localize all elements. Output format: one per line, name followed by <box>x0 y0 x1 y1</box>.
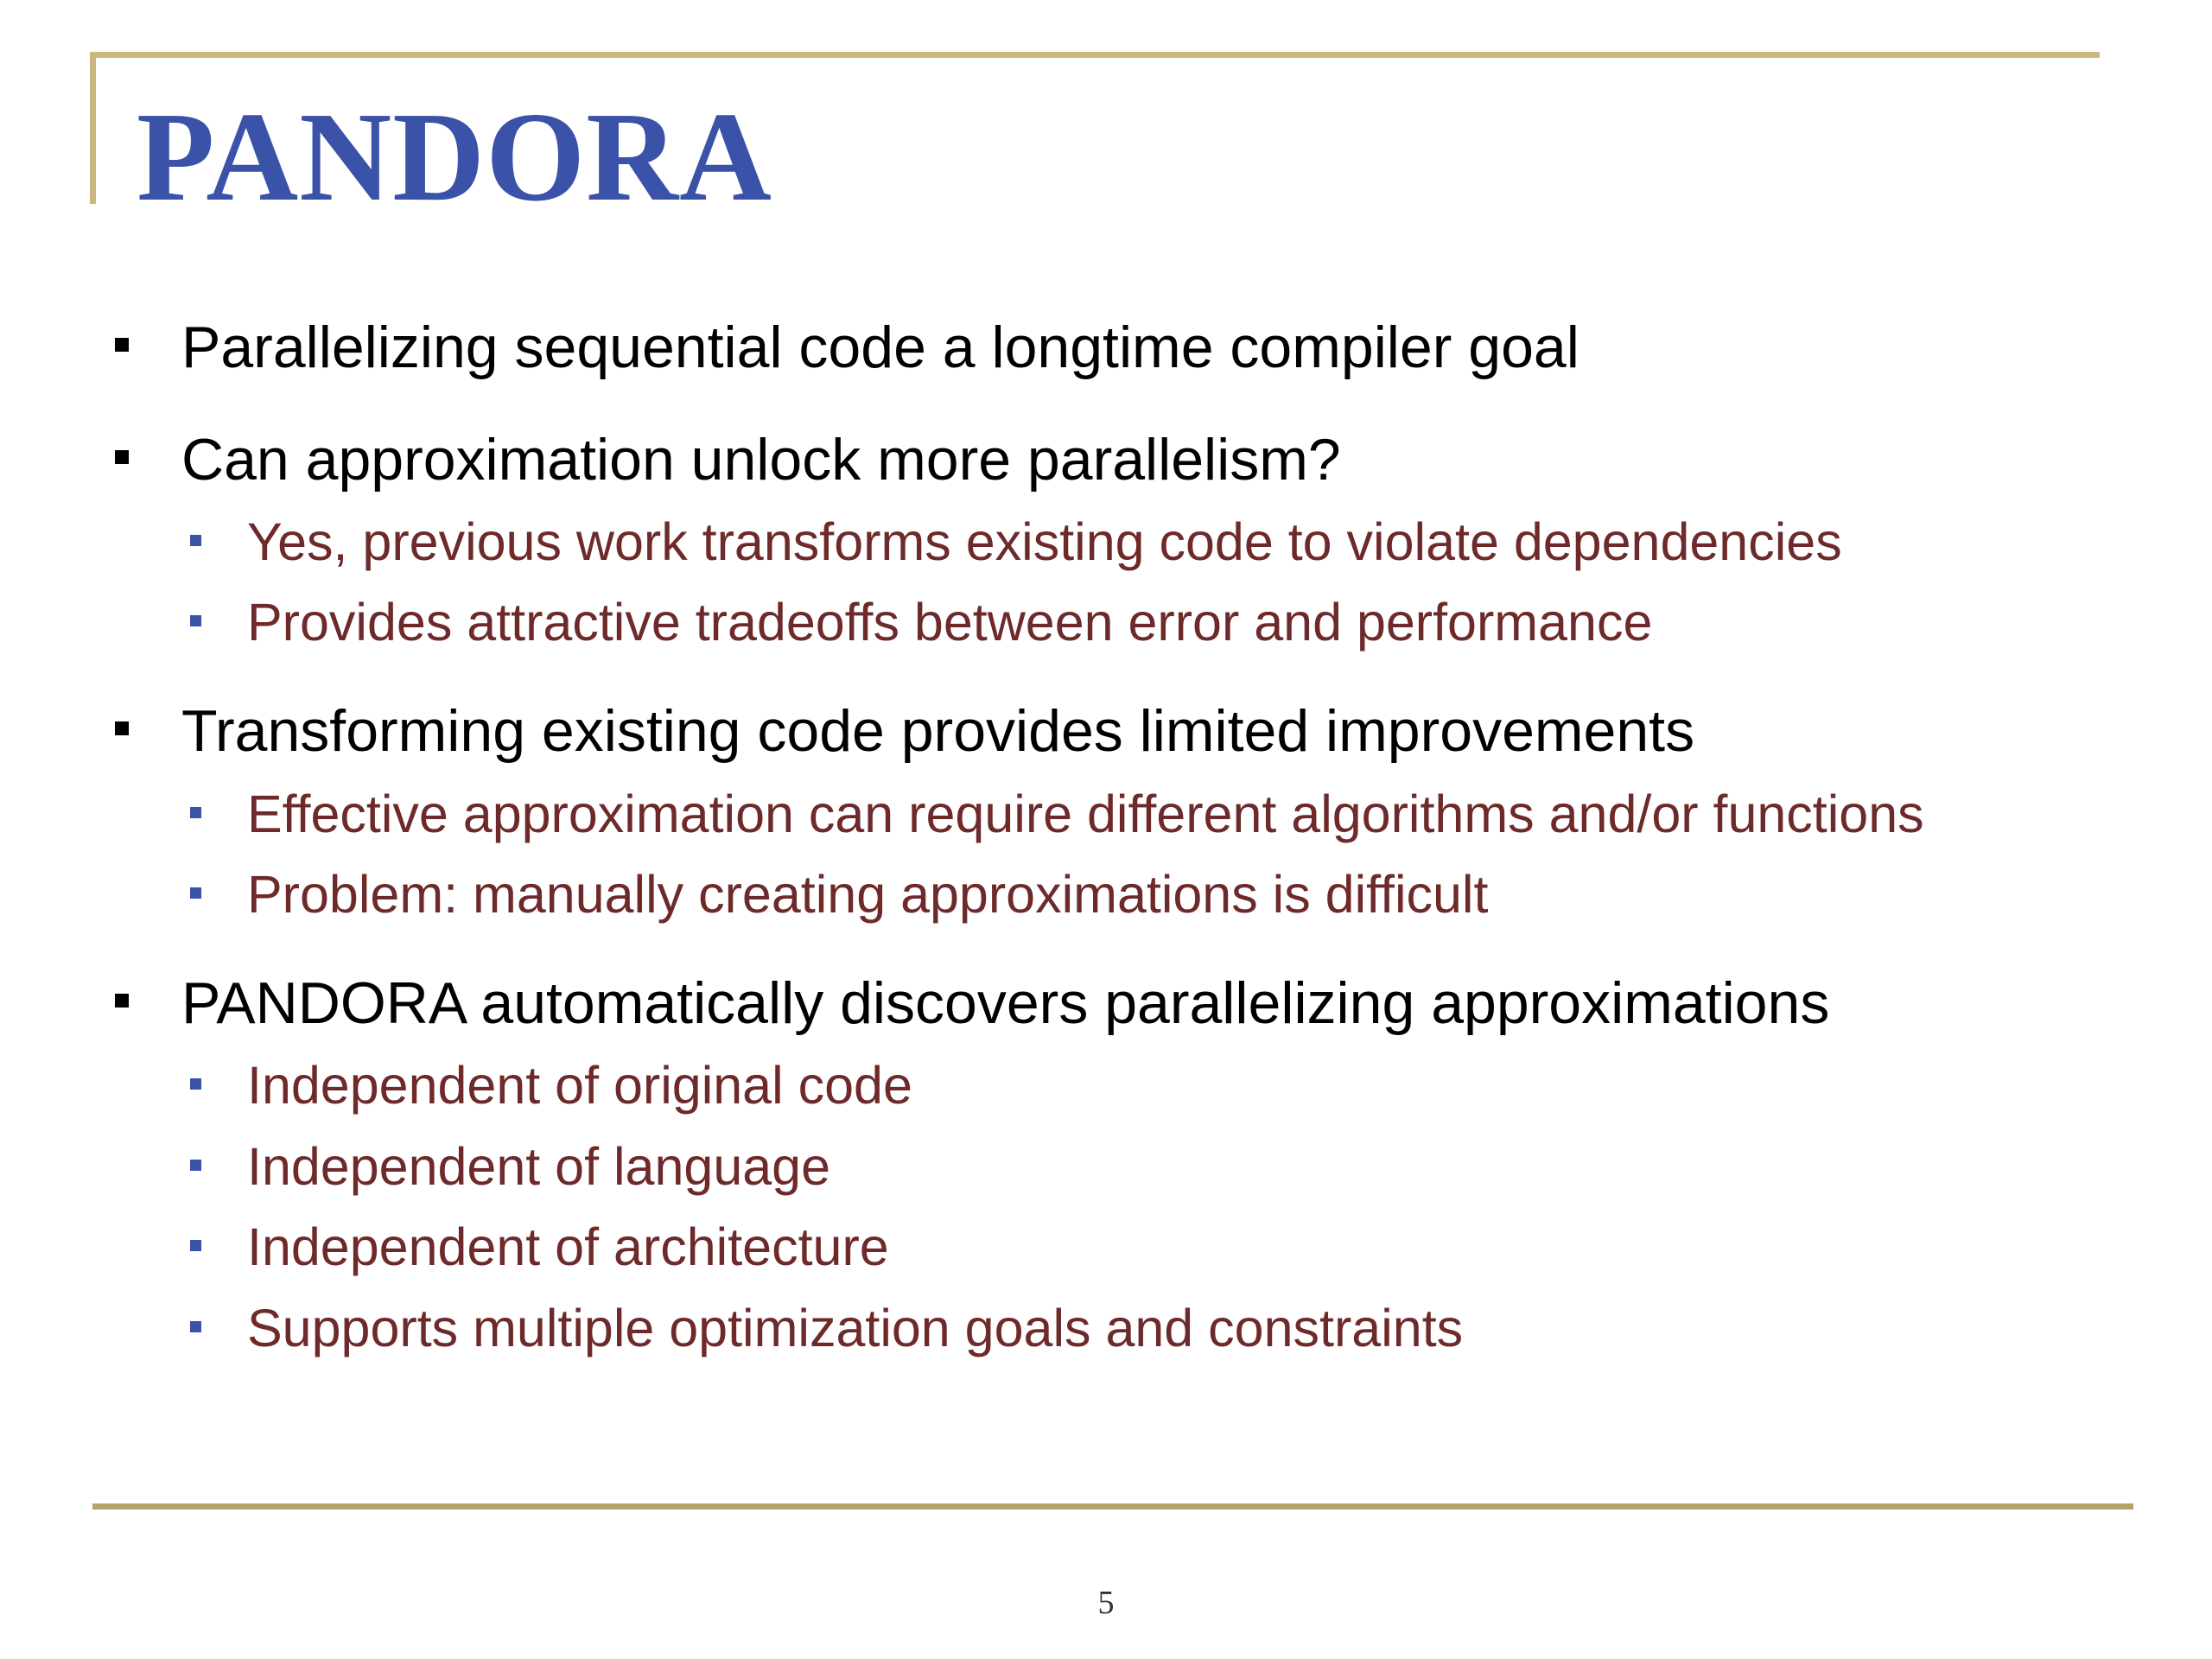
slide-title: PANDORA <box>137 86 772 228</box>
bullet-square-icon <box>115 338 129 352</box>
bullet-square-icon <box>115 994 129 1007</box>
sub-bullet-text: Provides attractive tradeoffs between error and performance <box>247 593 1653 652</box>
bullet-text: Parallelizing sequential code a longtime compiler goal <box>181 315 1580 380</box>
page-number: 5 <box>1097 1585 1115 1621</box>
bullet-square-icon <box>115 450 129 464</box>
sub-bullet-square-icon <box>190 1240 201 1251</box>
bullet-square-icon <box>115 721 129 735</box>
bullet-text: Can approximation unlock more parallelism? <box>181 427 1341 493</box>
footer-divider-line <box>92 1503 2133 1510</box>
sub-bullet-square-icon <box>190 535 201 546</box>
sub-bullet-square-icon <box>190 615 201 626</box>
sub-bullet-text: Independent of language <box>247 1137 831 1196</box>
bullet-text: PANDORA automatically discovers parallelizing approximations <box>181 970 1830 1036</box>
sub-bullet-text: Supports multiple optimization goals and constraints <box>247 1299 1464 1357</box>
sub-bullet-text: Effective approximation can require different algorithms and/or functions <box>247 785 1924 843</box>
sub-bullet-square-icon <box>190 1078 201 1090</box>
frame-top-line <box>90 52 2100 58</box>
sub-bullet-text: Problem: manually creating approximations is difficult <box>247 865 1489 924</box>
sub-bullet-text: Independent of original code <box>247 1056 912 1115</box>
sub-bullet-square-icon <box>190 807 201 818</box>
frame-left-line <box>90 52 96 204</box>
sub-bullet-square-icon <box>190 887 201 899</box>
sub-bullet-square-icon <box>190 1321 201 1332</box>
sub-bullet-text: Yes, previous work transforms existing code to violate dependencies <box>247 512 1842 571</box>
bullet-text: Transforming existing code provides limited improvements <box>181 698 1695 764</box>
sub-bullet-square-icon <box>190 1160 201 1171</box>
sub-bullet-text: Independent of architecture <box>247 1217 889 1276</box>
